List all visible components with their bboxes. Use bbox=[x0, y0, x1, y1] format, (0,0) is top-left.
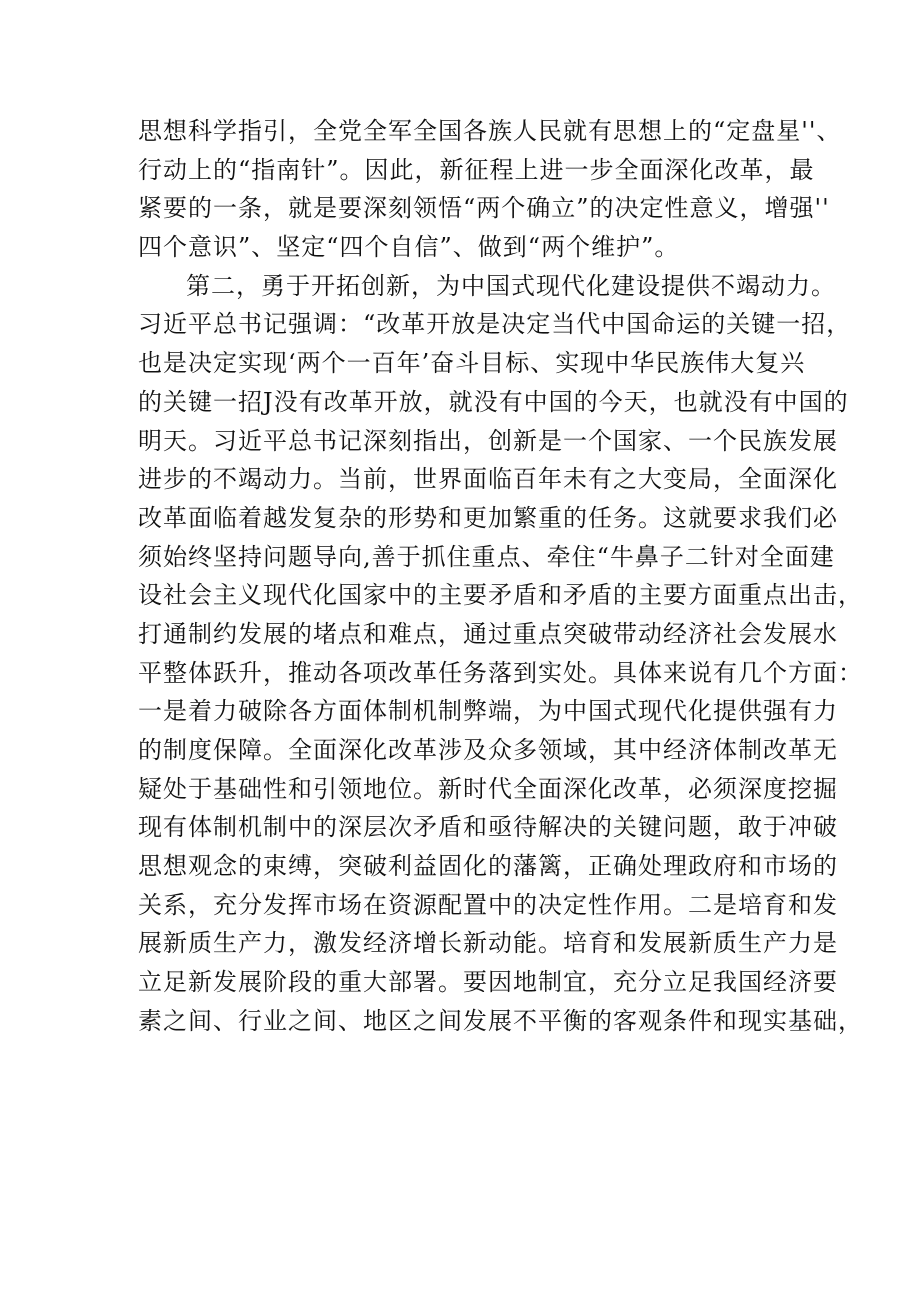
text-line: 明天。习近平总书记深刻指出，创新是一个国家、一个民族发展 bbox=[138, 426, 838, 455]
text-line: 设社会主义现代化国家中的主要矛盾和矛盾的主要方面重点出击， bbox=[138, 581, 863, 610]
text-line: 立足新发展阶段的重大部署。要因地制宜，充分立足我国经济要 bbox=[138, 968, 838, 997]
text-line: 四个意识”、坚定“四个自信”、做到“两个维护”。 bbox=[138, 233, 680, 262]
text-line: 疑处于基础性和引领地位。新时代全面深化改革，必须深度挖掘 bbox=[138, 774, 838, 803]
text-line: 改革面临着越发复杂的形势和更加繁重的任务。这就要求我们必 bbox=[138, 503, 838, 532]
text-line: 现有体制机制中的深层次矛盾和亟待解决的关键问题，敢于冲破 bbox=[138, 813, 838, 842]
text-line: 须始终坚持问题导向,善于抓住重点、牵住“牛鼻子二针对全面建 bbox=[138, 542, 835, 571]
text-line: 紧要的一条，就是要深刻领悟“两个确立”的决定性意义，增强'' bbox=[138, 194, 830, 223]
text-line: 也是决定实现‘两个一百年’奋斗目标、实现中华民族伟大复兴 bbox=[138, 349, 806, 378]
body-text bbox=[138, 112, 863, 1041]
text-line: 平整体跃升，推动各项改革任务落到实处。具体来说有几个方面： bbox=[138, 658, 863, 687]
text-line: 思想观念的束缚，突破利益固化的藩篱，正确处理政府和市场的 bbox=[138, 852, 838, 881]
text-line: 思想科学指引，全党全军全国各族人民就有思想上的“定盘星''、 bbox=[138, 117, 842, 145]
text-line: 的制度保障。全面深化改革涉及众多领域，其中经济体制改革无 bbox=[138, 736, 838, 764]
text-line: 习近平总书记强调：“改革开放是决定当代中国命运的关键一招， bbox=[138, 310, 852, 339]
text-line: 进步的不竭动力。当前，世界面临百年未有之大变局，全面深化 bbox=[138, 465, 838, 494]
text-line: 行动上的“指南针”。因此，新征程上进一步全面深化改革，最 bbox=[138, 155, 815, 184]
text-line: 一是着力破除各方面体制机制弊端，为中国式现代化提供强有力 bbox=[138, 697, 838, 726]
paragraph-heading-line: 第二，勇于开拓创新，为中国式现代化建设提供不竭动力。 bbox=[186, 271, 836, 300]
text-line: 的关键一招J没有改革开放，就没有中国的今天，也就没有中国的 bbox=[138, 387, 849, 416]
text-line: 关系，充分发挥市场在资源配置中的决定性作用。二是培育和发 bbox=[138, 890, 838, 919]
text-line: 展新质生产力，激发经济增长新动能。培育和发展新质生产力是 bbox=[138, 929, 838, 958]
text-line: 打通制约发展的堵点和难点，通过重点突破带动经济社会发展水 bbox=[138, 619, 838, 648]
text-line: 素之间、行业之间、地区之间发展不平衡的客观条件和现实基础， bbox=[138, 1006, 863, 1035]
